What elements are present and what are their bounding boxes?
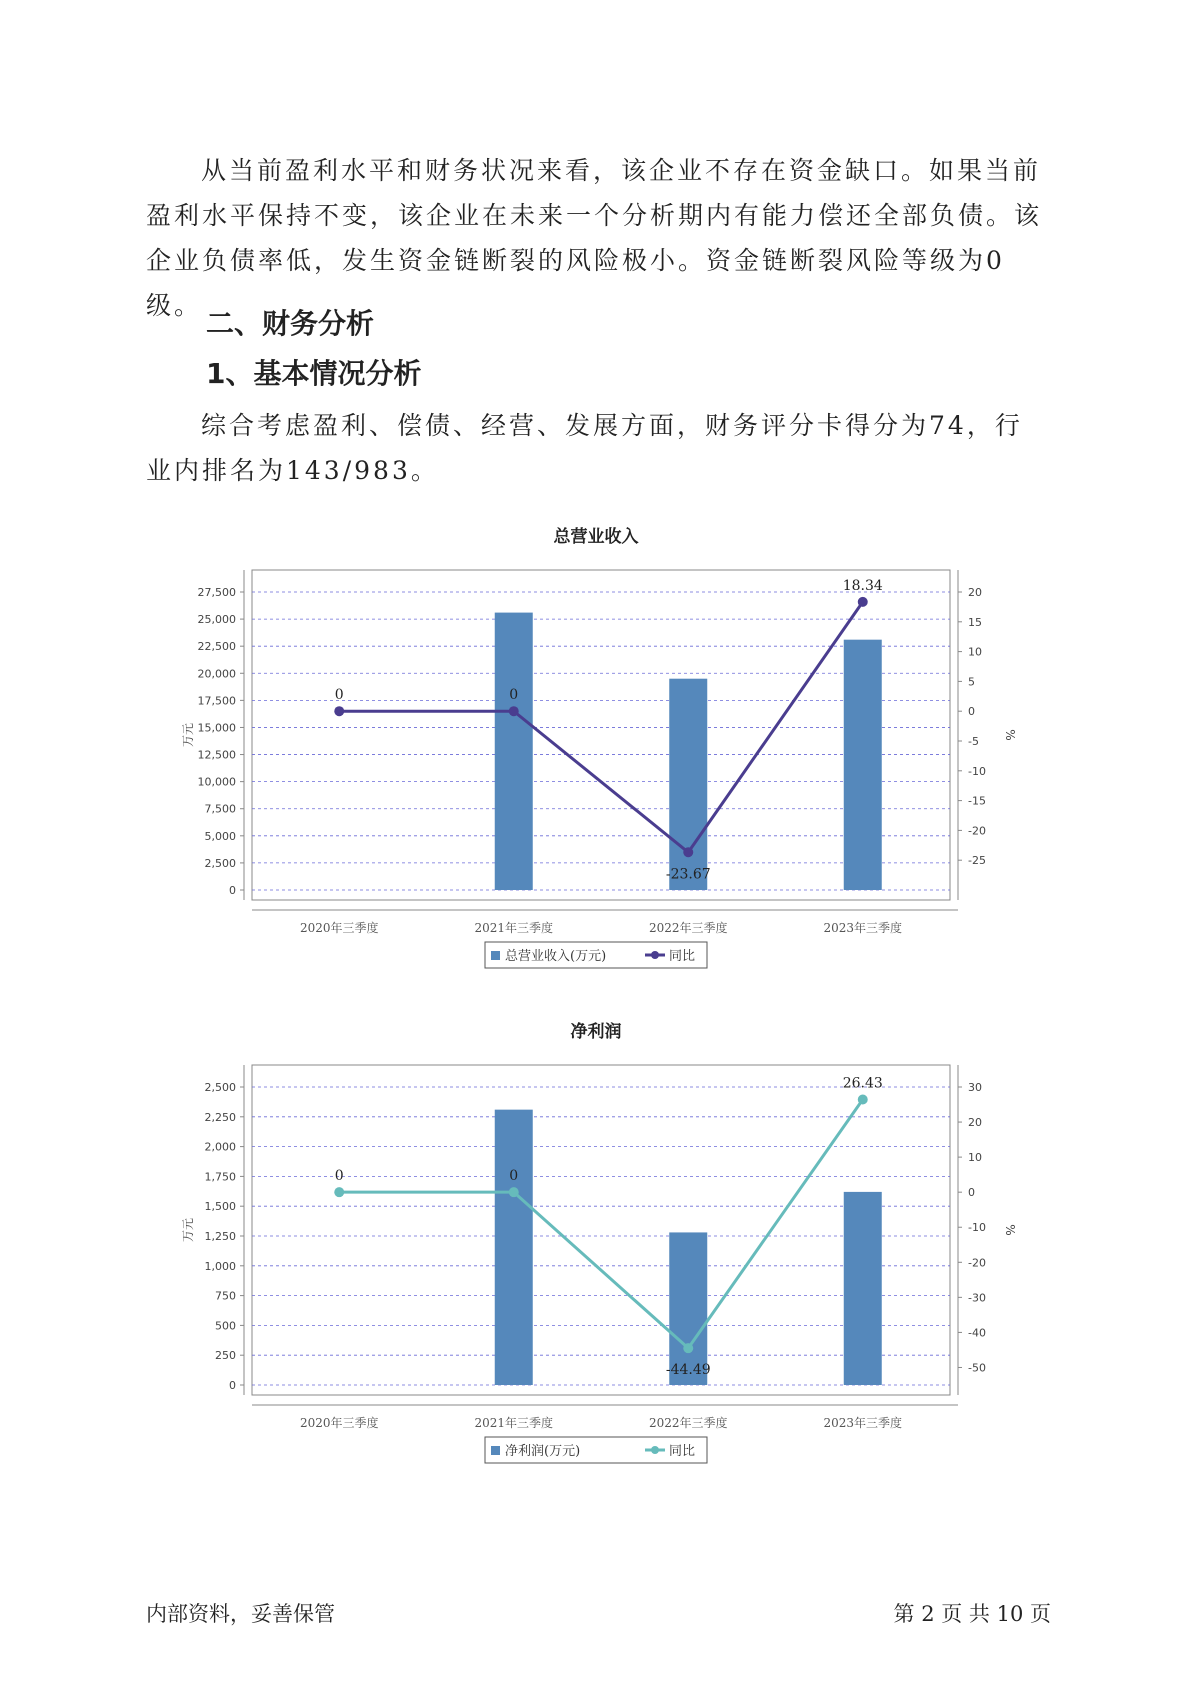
yoy-data-label: 0 <box>509 687 519 704</box>
yoy-point <box>858 597 868 607</box>
chart-legend <box>485 942 707 968</box>
legend-bar-label: 净利润(万元) <box>505 1444 581 1459</box>
right-tick-label: -10 <box>968 764 986 778</box>
left-tick-label: 10,000 <box>197 775 236 789</box>
x-tick-label: 2021年三季度 <box>474 1416 554 1430</box>
yoy-data-label: -23.67 <box>665 866 711 883</box>
right-tick-label: -20 <box>968 824 986 838</box>
left-tick-label: 1,500 <box>204 1200 236 1214</box>
bar <box>495 1110 533 1385</box>
right-tick-label: -20 <box>968 1256 986 1270</box>
yoy-data-label: 26.43 <box>842 1075 883 1092</box>
left-tick-label: 1,250 <box>204 1230 236 1243</box>
x-tick-label: 2023年三季度 <box>823 1416 903 1430</box>
yoy-point <box>334 706 344 716</box>
right-tick-label: 20 <box>968 586 982 599</box>
right-tick-label: 5 <box>968 675 975 689</box>
left-axis-label: 万元 <box>181 1217 195 1243</box>
right-tick-label: -25 <box>968 854 986 868</box>
bar <box>844 1192 882 1385</box>
bar <box>844 640 882 890</box>
right-axis-label: % <box>1003 1224 1017 1236</box>
yoy-data-label: 0 <box>334 687 344 704</box>
x-tick-label: 2023年三季度 <box>823 921 903 935</box>
risk-paragraph: 从当前盈利水平和财务状况来看，该企业不存在资金缺口。如果当前盈利水平保持不变，该企业在未来一个分析期内有能力偿还全部负债。该企业负债率低，发生资金链断裂的风险极小。资金链断裂风险等级为0级。 <box>146 156 1043 320</box>
legend-line-label: 同比 <box>669 1444 696 1459</box>
x-tick-label: 2022年三季度 <box>648 921 728 935</box>
left-axis-label: 万元 <box>181 722 195 748</box>
left-tick-label: 27,500 <box>197 586 236 599</box>
bar <box>495 613 533 890</box>
yoy-data-label: 18.34 <box>842 577 883 594</box>
section-heading: 二、财务分析 <box>206 307 375 340</box>
yoy-data-label: 0 <box>334 1168 344 1185</box>
yoy-point <box>683 847 693 857</box>
yoy-point <box>509 706 519 716</box>
right-tick-label: 10 <box>968 1151 982 1165</box>
left-tick-label: 500 <box>215 1319 236 1333</box>
right-tick-label: -30 <box>968 1291 986 1305</box>
x-tick-label: 2020年三季度 <box>299 1416 379 1430</box>
left-tick-label: 22,500 <box>197 640 236 654</box>
legend-line-label: 同比 <box>669 949 696 964</box>
net-profit-chart <box>0 1015 1191 1475</box>
left-tick-label: 1,750 <box>204 1170 236 1184</box>
right-tick-label: 15 <box>968 615 982 629</box>
yoy-data-label: 0 <box>509 1168 519 1185</box>
right-tick-label: 0 <box>968 705 975 719</box>
left-tick-label: 1,000 <box>204 1259 236 1273</box>
left-tick-label: 0 <box>229 884 236 897</box>
yoy-point <box>683 1343 693 1353</box>
subsection-heading: 1、基本情况分析 <box>206 357 422 390</box>
basic-analysis-paragraph: 综合考虑盈利、偿债、经营、发展方面，财务评分卡得分为74，行业内排名为143/983。 <box>146 411 1023 485</box>
chart-legend <box>485 1437 707 1463</box>
footer-page-number: 第 2 页 共 10 页 <box>893 1602 1051 1626</box>
right-axis-label: % <box>1003 729 1017 741</box>
right-tick-label: 30 <box>968 1081 982 1094</box>
right-tick-label: -15 <box>968 794 986 808</box>
left-tick-label: 5,000 <box>204 829 236 843</box>
left-tick-label: 2,500 <box>204 856 236 870</box>
right-tick-label: -10 <box>968 1221 986 1235</box>
yoy-point <box>858 1095 868 1105</box>
left-tick-label: 2,000 <box>204 1140 236 1154</box>
footer-confidential: 内部资料，妥善保管 <box>146 1602 335 1626</box>
right-tick-label: 0 <box>968 1186 975 1200</box>
legend-bar-swatch <box>491 1446 500 1455</box>
chart-title: 净利润 <box>570 1022 622 1042</box>
left-tick-label: 7,500 <box>204 802 236 816</box>
right-tick-label: -5 <box>968 735 979 748</box>
x-tick-label: 2022年三季度 <box>648 1416 728 1430</box>
legend-line-marker <box>651 1446 659 1454</box>
left-tick-label: 12,500 <box>197 748 236 762</box>
left-tick-label: 2,500 <box>204 1081 236 1094</box>
left-tick-label: 25,000 <box>197 613 236 627</box>
x-tick-label: 2020年三季度 <box>299 921 379 935</box>
right-tick-label: 20 <box>968 1116 982 1130</box>
chart-title: 总营业收入 <box>553 527 639 547</box>
left-tick-label: 15,000 <box>197 721 236 735</box>
left-tick-label: 2,250 <box>204 1110 236 1124</box>
left-tick-label: 0 <box>229 1379 236 1392</box>
left-tick-label: 20,000 <box>197 667 236 681</box>
legend-line-marker <box>651 951 659 959</box>
bar <box>669 679 707 890</box>
x-tick-label: 2021年三季度 <box>474 921 554 935</box>
left-tick-label: 250 <box>215 1349 236 1363</box>
yoy-point <box>334 1187 344 1197</box>
revenue-chart <box>0 520 1191 980</box>
legend-bar-swatch <box>491 951 500 960</box>
yoy-data-label: -44.49 <box>665 1362 711 1379</box>
right-tick-label: -50 <box>968 1361 986 1375</box>
yoy-point <box>509 1187 519 1197</box>
left-tick-label: 750 <box>215 1289 236 1303</box>
legend-bar-label: 总营业收入(万元) <box>505 949 607 964</box>
right-tick-label: 10 <box>968 645 982 659</box>
left-tick-label: 17,500 <box>197 694 236 708</box>
right-tick-label: -40 <box>968 1326 986 1340</box>
